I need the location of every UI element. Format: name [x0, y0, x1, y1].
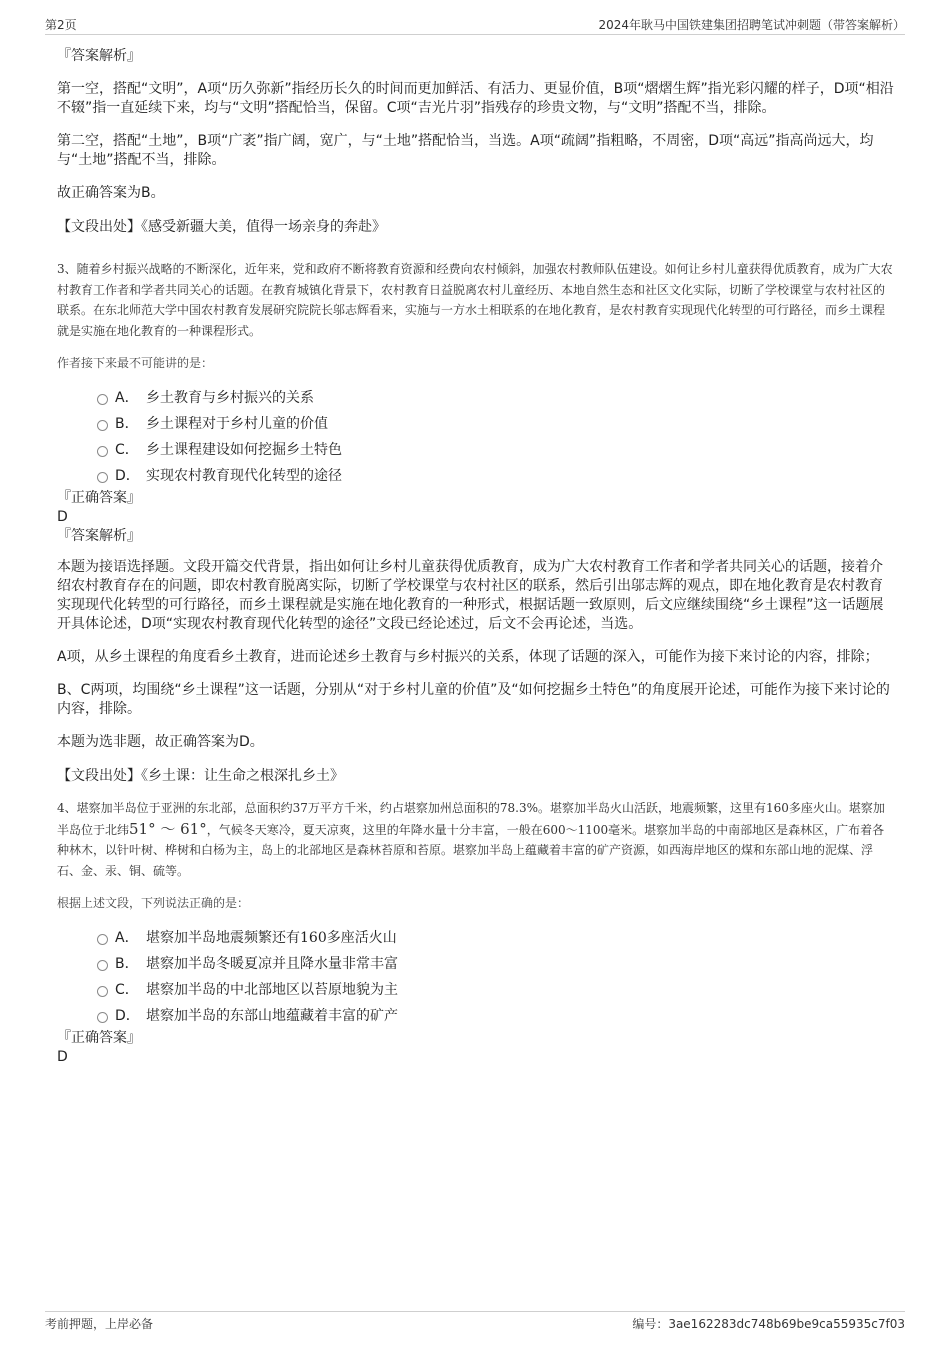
analysis-paragraph-2: A项，从乡土课程的角度看乡土教育，进而论述乡土教育与乡村振兴的关系，体现了话题的深入，可能作为接下来讨论的内容，排除；: [57, 649, 879, 665]
analysis-conclusion: 本题为选非题，故正确答案为D。: [57, 734, 264, 750]
analysis-paragraph-1: 第一空，搭配“文明”，A项“历久弥新”指经历长久的时间而更加鲜活、有活力、更显价值，B项“熠熠生辉”指光彩闪耀的样子，D项“相沿不辍”指一直延续下来，均与“文明”搭配恰当，保留。C项“吉光片羽”指残存的珍贵文物，与“文明”搭配不当，排除。: [57, 81, 894, 116]
option-text: 堪察加半岛的中北部地区以苔原地貌为主: [146, 982, 398, 998]
option-b[interactable]: [97, 411, 895, 437]
option-letter: D．: [115, 468, 140, 484]
option-a[interactable]: [97, 925, 895, 951]
option-b[interactable]: [97, 951, 895, 977]
radio-button-icon[interactable]: [97, 934, 108, 945]
analysis-label: 『答案解析』: [57, 48, 141, 64]
question-4-options: [97, 925, 895, 1029]
option-letter: B．: [115, 956, 139, 972]
correct-answer-label: 『正确答案』: [57, 1030, 141, 1046]
option-text: 乡土课程对于乡村儿童的价值: [146, 416, 328, 432]
radio-button-icon[interactable]: [97, 472, 108, 483]
correct-answer: D: [57, 509, 68, 525]
page-content: [57, 46, 895, 1067]
question-3-prompt: 作者接下来最不可能讲的是：: [57, 356, 214, 370]
latitude-range: 51° ～ 61°: [129, 819, 207, 838]
option-c[interactable]: [97, 437, 895, 463]
option-letter: C．: [115, 982, 139, 998]
page-number: 第2页: [45, 18, 77, 32]
option-d[interactable]: [97, 463, 895, 489]
document-title: 2024年耿马中国铁建集团招聘笔试冲刺题（带答案解析）: [598, 18, 905, 32]
option-text: 实现农村教育现代化转型的途径: [146, 468, 342, 484]
option-text: 乡土教育与乡村振兴的关系: [146, 390, 314, 406]
option-text: 堪察加半岛地震频繁还有160多座活火山: [146, 930, 397, 946]
option-letter: B．: [115, 416, 139, 432]
correct-answer-label: 『正确答案』: [57, 490, 141, 506]
option-text: 堪察加半岛冬暖夏凉并且降水量非常丰富: [146, 956, 398, 972]
radio-button-icon[interactable]: [97, 986, 108, 997]
option-letter: C．: [115, 442, 139, 458]
option-a[interactable]: [97, 385, 895, 411]
radio-button-icon[interactable]: [97, 394, 108, 405]
analysis-paragraph-3: B、C两项，均围绕“乡土课程”这一话题，分别从“对于乡村儿童的价值”及“如何挖掘乡土特色”的角度展开论述，可能作为接下来讨论的内容，排除。: [57, 682, 890, 717]
analysis-label: 『答案解析』: [57, 528, 141, 544]
option-d[interactable]: [97, 1003, 895, 1029]
analysis-conclusion: 故正确答案为B。: [57, 185, 165, 201]
source-citation: 【文段出处】《乡土课：让生命之根深扎乡土》: [57, 768, 344, 784]
option-letter: D．: [115, 1008, 140, 1024]
analysis-paragraph-2: 第二空，搭配“土地”，B项“广袤”指广阔，宽广，与“土地”搭配恰当，当选。A项“疏阔”指粗略，不周密，D项“高远”指高尚远大，均与“土地”搭配不当，排除。: [57, 133, 874, 168]
option-text: 堪察加半岛的东部山地蕴藏着丰富的矿产: [146, 1008, 398, 1024]
page-header: [45, 14, 905, 35]
question-3-options: [97, 385, 895, 489]
question-4-prompt: 根据上述文段，下列说法正确的是：: [57, 896, 250, 910]
footer-slogan: 考前押题，上岸必备: [45, 1317, 154, 1331]
document-id: 编号：3ae162283dc748b69be9ca55935c7f03: [632, 1317, 905, 1331]
source-citation: 【文段出处】《感受新疆大美，值得一场亲身的奔赴》: [57, 219, 386, 235]
radio-button-icon[interactable]: [97, 420, 108, 431]
question-3-text: 3、随着乡村振兴战略的不断深化，近年来，党和政府不断将教育资源和经费向农村倾斜，加强农村教师队伍建设。如何让乡村儿童获得优质教育，成为广大农村教育工作者和学者共同关心的话题。在教育城镇化背景下，农村教育日益脱离农村儿童经历、本地自然生态和社区文化实际，切断了学校课堂与农村社区的联系。在东北师范大学中国农村教育发展研究院院长邬志辉看来，实施与一方水土相联系的在地化教育，是农村教育实现现代化转型的可行路径，而乡土课程就是实施在地化教育的一种课程形式。: [57, 262, 893, 338]
question-4-text: [57, 798, 895, 881]
radio-button-icon[interactable]: [97, 960, 108, 971]
analysis-paragraph-1: 本题为接语选择题。文段开篇交代背景，指出如何让乡村儿童获得优质教育，成为广大农村教育工作者和学者共同关心的话题，接着介绍农村教育存在的问题，即农村教育脱离实际，切断了学校课堂与农村社区的联系，然后引出邬志辉的观点，即在地化教育是农村教育实现现代化转型的可行路径，而乡土课程就是实施在地化教育的一种形式，根据话题一致原则，后文应继续围绕“乡土课程”这一话题展开具体论述，D项“实现农村教育现代化转型的途径”文段已经论述过，后文不会再论述，当选。: [57, 559, 884, 632]
question-4-text-part-1: 4、堪察加半岛位于亚洲的东北部，总面积约37万平方千米，约占堪察加州总面积的78.3%。堪察加半岛火山活跃，地震频繁，这里有160多座火山。堪察加半岛位于北纬: [57, 801, 885, 837]
question-4-text-part-2: ，气候冬天寒冷，夏天凉爽，这里的年降水量十分丰富，一般在600～1100毫米。堪察加半岛的中南部地区是森林区，广布着各种林木，以针叶树、桦树和白杨为主，岛上的北部地区是森林苔原和苔原。堪察加半岛上蕴藏着丰富的矿产资源，如西海岸地区的煤和东部山地的泥煤、浮石、金、汞、铜、硫等。: [57, 822, 885, 878]
radio-button-icon[interactable]: [97, 1012, 108, 1023]
option-letter: A．: [115, 930, 139, 946]
page-footer: [45, 1311, 905, 1334]
radio-button-icon[interactable]: [97, 446, 108, 457]
option-letter: A．: [115, 390, 139, 406]
correct-answer: D: [57, 1049, 68, 1065]
option-text: 乡土课程建设如何挖掘乡土特色: [146, 442, 342, 458]
option-c[interactable]: [97, 977, 895, 1003]
